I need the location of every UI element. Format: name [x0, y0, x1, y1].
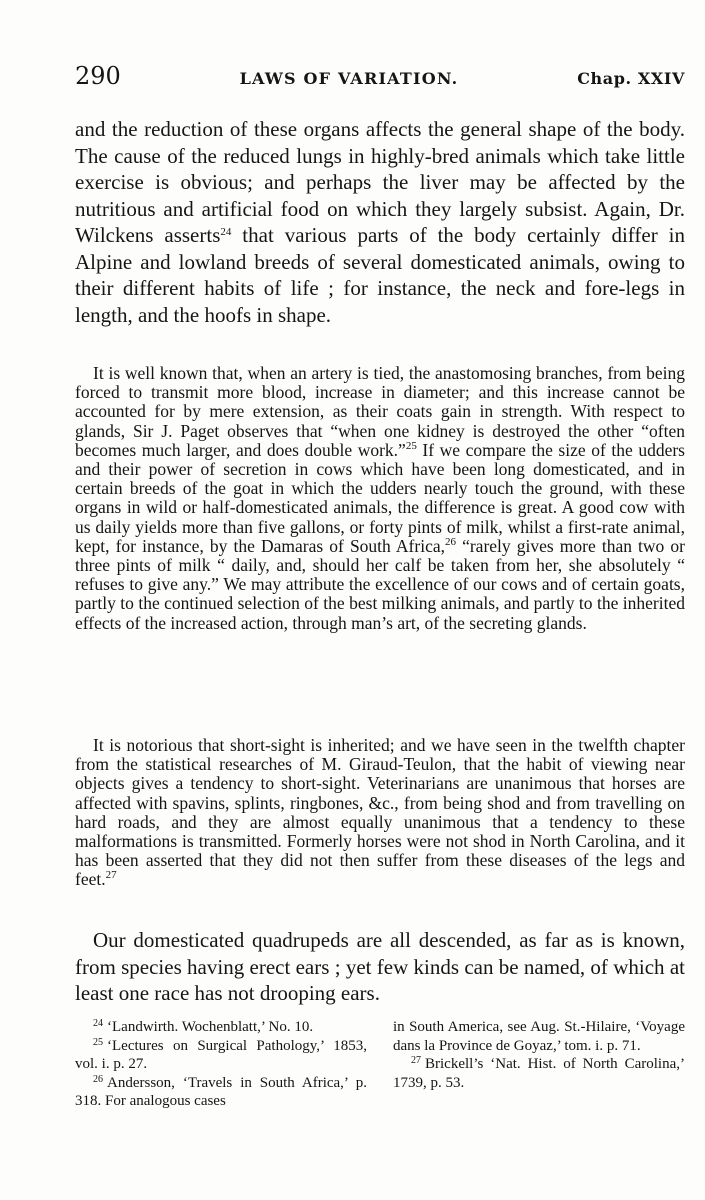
footnote-text: Andersson, ‘Travels in South Africa,’ p. 318. For analogous cases — [75, 1074, 367, 1109]
paragraph-text: that various parts of the body certainly differ in Alpine and lowland breeds of several domesticated animals, owing to their different habits of life ; for instance, the neck and fore-legs in length, and the hoofs in shape. — [75, 223, 685, 327]
footnote-24 — [75, 1018, 367, 1037]
footnote-number: 27 — [411, 1055, 421, 1066]
footnote-ref-25: 25 — [405, 439, 417, 452]
footnotes — [75, 1018, 685, 1111]
footnotes-left-column — [75, 1018, 367, 1111]
paragraph-organs — [75, 116, 685, 328]
footnote-27 — [393, 1055, 685, 1092]
footnotes-right-column — [393, 1018, 685, 1111]
footnote-ref-26: 26 — [444, 535, 456, 548]
footnote-ref-24: 24 — [220, 226, 232, 238]
footnote-text: Brickell’s ‘Nat. Hist. of North Carolina,’ 1739, p. 53. — [393, 1056, 685, 1091]
running-title: LAWS OF VARIATION. — [239, 69, 459, 88]
paragraph-text: If we compare the size of the udders and their power of secretion in cows which have been long domesticated, and in certain breeds of the goat in which the udders nearly touch the ground, with these organs in wild or half-domesticated animals, the difference is great. A good cow with us daily yields more than five gallons, or forty pints of milk, whilst a first-rate animal, kept, for instance, by the Damaras of South Africa, — [75, 439, 685, 556]
footnote-number: 25 — [93, 1036, 103, 1048]
paragraph-glands — [75, 364, 685, 633]
footnote-text: ‘Landwirth. Wochenblatt,’ No. 10. — [107, 1019, 314, 1035]
page-number: 290 — [75, 62, 121, 90]
paragraph-ears: Our domesticated quadrupeds are all descended, as far as is known, from species having erect ears ; yet few kinds can be named, of which at least one race has not drooping ears. — [75, 928, 685, 1005]
footnote-25 — [75, 1037, 367, 1074]
paragraph-short-sight — [75, 736, 685, 890]
page-header — [75, 62, 685, 90]
footnote-26-continued: in South America, see Aug. St.-Hilaire, ‘Voyage dans la Province de Goyaz,’ tom. i. p. 71. — [393, 1019, 685, 1054]
chapter-label: Chap. XXIV — [577, 69, 685, 88]
paragraph-text: and the reduction of these organs affects the general shape of the body. The cause of the reduced lungs in highly-bred animals which take little exercise is obvious; and perhaps the liver may be affected by the nutritious and artificial food on which they largely subsist. Again, Dr. Wilckens asserts — [75, 117, 685, 247]
footnote-26 — [75, 1074, 367, 1111]
paragraph-text: It is well known that, when an artery is tied, the anastomosing branches, from being forced to transmit more blood, increase in diameter; and this increase cannot be accounted for by mere extension, as their coats gain in strength. With respect to glands, Sir J. Paget observes that “when one kidney is destroyed the other “often becomes much larger, and does double work.” — [75, 363, 685, 460]
footnote-number: 26 — [93, 1073, 103, 1085]
paragraph-text: “rarely gives more than two or three pints of milk “ daily, and, should her calf be taken from her, she absolutely “ refuses to give any.” We may attribute the excellence of our cows and of certain goats, partly to the continued selection of the best milking animals, and partly to the inherited effects of the increased action, through man’s art, of the secreting glands. — [75, 535, 685, 633]
footnote-text: ‘Lectures on Surgical Pathology,’ 1853, vol. i. p. 27. — [75, 1037, 367, 1072]
paragraph-text: It is notorious that short-sight is inherited; and we have seen in the twelfth chapter from the statistical researches of M. Giraud-Teulon, that the habit of viewing near objects gives a tendency to short-sight. Veterinarians are unanimous that horses are affected with spavins, splints, ringbones, &c., from being shod and from travelling on hard roads, and they are almost equally unanimous that a tendency to these malformations is transmitted. Formerly horses were not shod in North Carolina, and it has been asserted that they did not then suffer from these diseases of the legs and feet. — [75, 735, 685, 890]
footnote-number: 24 — [93, 1018, 103, 1029]
footnote-ref-27: 27 — [105, 869, 117, 882]
